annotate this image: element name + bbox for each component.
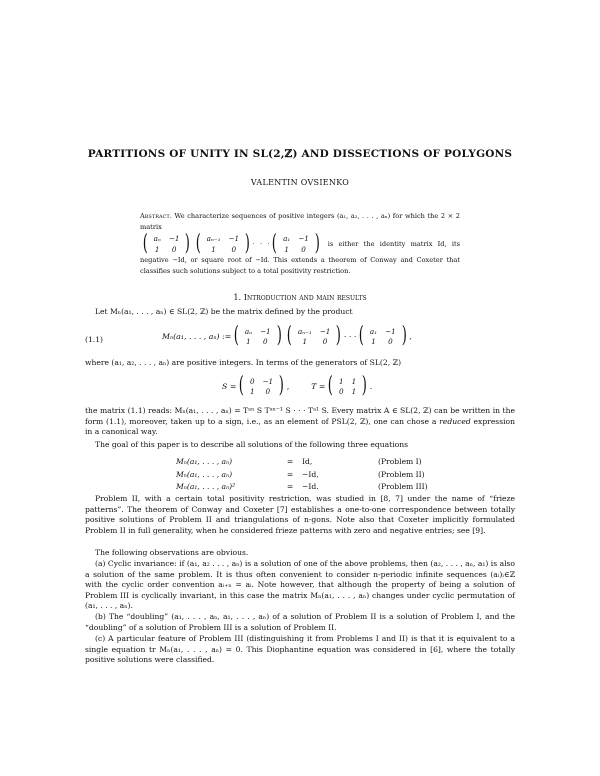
matrix-s: ( 0 −1 1 0 ): [239, 373, 285, 398]
abstract-label: Abstract.: [140, 212, 172, 220]
matrix-reads-paragraph: [85, 406, 515, 438]
abstract-matrix-an1: ( aₙ₋₁ −1 1 0 ): [195, 231, 250, 256]
matrix-an1: ( aₙ₋₁ −1 1 0 ): [286, 323, 342, 348]
problem-row: Mₙ(a₁, . . . , aₙ)² = −Id. (Problem III): [176, 482, 428, 491]
abstract-dots: · · ·: [252, 240, 270, 248]
equation-1-1: Mₙ(a₁, . . . , aₙ) := ( aₙ −1 1 0 ) ( aₙ₋₁ −1 1 0 ) · · · ( a₁ −1 1 0 ) ,: [162, 323, 412, 348]
section-title: Introduction and main results: [243, 292, 367, 302]
abstract-matrix-an: ( aₙ −1 1 0 ): [142, 231, 191, 256]
reduced-rest: expression in a canonical way.: [85, 416, 515, 437]
abstract-text-2: is either the identity matrix Id, its negative −Id, or: [140, 240, 460, 264]
abstract-text-1: We characterize sequences of positive integers (a₁, a₂, . . . , aₙ) for which the 2 × 2 matrix: [140, 212, 460, 231]
author: VALENTIN OVSIENKO: [250, 178, 350, 187]
generators-equation: S = ( 0 −1 1 0 ) , T = ( 1 1 0 1 ) .: [222, 373, 373, 398]
matrix-an: ( aₙ −1 1 0 ): [233, 323, 282, 348]
abstract-matrix-a1: ( a₁ −1 1 0 ): [272, 231, 320, 256]
generator-s-label: S =: [222, 381, 237, 391]
abstract-text-3: square root of −Id. This extends a theorem of Conway and Coxeter that classifies such solutions subject to a total positivity restriction.: [140, 256, 460, 275]
generator-t-label: T =: [311, 381, 326, 391]
matrix-a1: ( a₁ −1 1 0 ): [359, 323, 407, 348]
equation-dots: · · ·: [343, 331, 357, 341]
equation-label: (1.1): [85, 335, 104, 344]
reduced-word: reduced: [439, 416, 471, 426]
observation-b: (b) The “doubling” (a₁, . . . , aₙ, a₁, . . . , aₙ) of a solution of Problem II is a solution of Problem I, and the “doubling” of a solution of Problem III is a solution of Problem II.: [85, 612, 515, 632]
reads-text: the matrix (1.1) reads: Mₙ(a₁, . . . , aₙ) = Tᵃⁿ S Tᵃⁿ⁻¹ S · · · Tᵃ¹ S. Every matrix A ∈ SL(2, ℤ) can be written in the form (1.1), moreover, taken up to a sign, i.e., as an element of PSL(2, ℤ), one can chose a: [85, 406, 515, 426]
after-equation-text: where (a₁, a₂, . . . , aₙ) are positive integers. In terms of the generators of SL(2, ℤ): [85, 358, 402, 367]
paper-title: PARTITIONS OF UNITY IN SL(2,ℤ) AND DISSECTIONS OF POLYGONS: [87, 148, 513, 160]
paragraph-problem-ii: Problem II, with a certain total positivity restriction, was studied in [8, 7] under the name of “frieze patterns”. The theorem of Conway and Coxeter [7] establishes a one-to-one correspondence between totally positive solutions of Problem II and triangulations of n-gons. Note also that Coxeter implicitly formulated Problem II in full generality, when he considered frieze patterns with zero and negative entries; see [9].: [85, 494, 515, 535]
section-number: 1.: [233, 292, 242, 302]
observations-intro: The following observations are obvious.: [95, 548, 249, 557]
problem-row: Mₙ(a₁, . . . , aₙ) = −Id, (Problem II): [176, 469, 425, 479]
matrix-t: ( 1 1 0 1 ): [328, 373, 368, 398]
observation-a: (a) Cyclic invariance: if (a₁, a₂ . . . , aₙ) is a solution of one of the above problems, then (a₂, . . . , aₙ, a₁) is also a solution of the same problem. It is thus often convenient to consider n-periodic infinite sequences (aᵢ)ᵢ∈ℤ with the cyclic order convention aᵢ₊ₙ = aᵢ. Note however, that although the property of being a solution of Problem III is cyclically invariant, in this case the matrix Mₙ(a₁, . . . , aₙ) changes under cyclic permutation of (a₁, . . . , aₙ).: [85, 559, 515, 611]
section-heading: [0, 292, 600, 302]
problem-row: Mₙ(a₁, . . . , aₙ) = Id, (Problem I): [176, 457, 422, 466]
abstract: [140, 211, 460, 277]
problem-list: [176, 456, 428, 494]
goal-paragraph: The goal of this paper is to describe all solutions of the following three equations: [95, 440, 409, 449]
intro-paragraph: Let Mₙ(a₁, . . . , aₙ) ∈ SL(2, ℤ) be the matrix defined by the product: [95, 307, 353, 316]
observation-c: (c) A particular feature of Problem III (distinguishing it from Problems I and II) is that it is equivalent to a single equation tr Mₙ(a₁, . . . , aₙ) = 0. This Diophantine equation was considered in [6], where the totally positive solutions were classified.: [85, 634, 515, 665]
equation-lhs: Mₙ(a₁, . . . , aₙ) :=: [162, 331, 232, 341]
